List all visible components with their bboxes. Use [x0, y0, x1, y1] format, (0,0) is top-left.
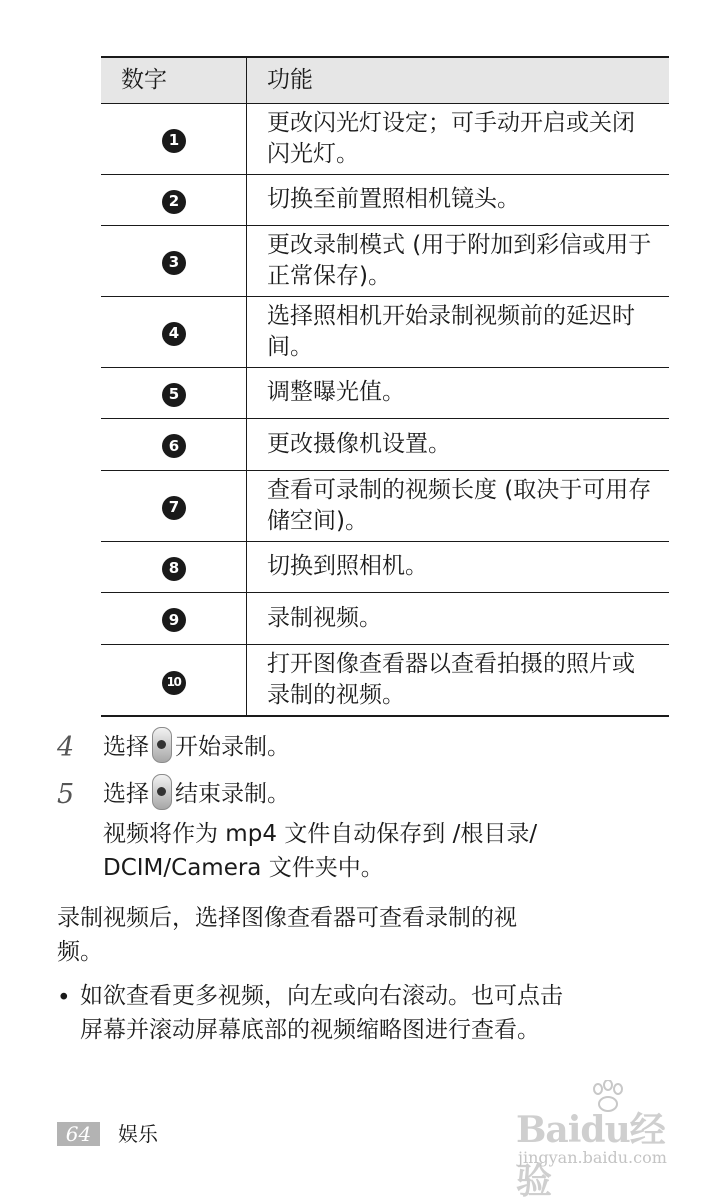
- table-header: [101, 57, 669, 103]
- bullet-line-1: 如欲查看更多视频，向左或向右滚动。也可点击: [80, 983, 563, 1009]
- table-row: [101, 103, 669, 174]
- paragraph-line-2: 频。: [57, 939, 103, 965]
- step-suffix: 结束录制。: [175, 781, 290, 807]
- row-text: 查看可录制的视频长度 (取决于可用存储空间)。: [267, 476, 652, 534]
- row-text: 更改摄像机设置。: [267, 430, 451, 457]
- watermark: [516, 1080, 686, 1202]
- table-row: [101, 470, 669, 541]
- number-badge-3: 3: [162, 251, 186, 275]
- bullet-line-2: 屏幕并滚动屏幕底部的视频缩略图进行查看。: [80, 1017, 540, 1043]
- table-row: [101, 174, 669, 225]
- step-prefix: 选择: [103, 734, 149, 760]
- step-number: 5: [57, 779, 75, 810]
- step-suffix: 开始录制。: [175, 734, 290, 760]
- step-prefix: 选择: [103, 781, 149, 807]
- watermark-url: jingyan.baidu.com: [518, 1148, 667, 1167]
- table-row: [101, 367, 669, 418]
- after-recording-text: [57, 901, 517, 969]
- row-text: 更改闪光灯设定；可手动开启或关闭闪光灯。: [267, 109, 635, 167]
- number-badge-6: 6: [162, 434, 186, 458]
- row-text: 切换至前置照相机镜头。: [267, 186, 520, 212]
- table-row: [101, 541, 669, 592]
- header-function: 功能: [267, 66, 313, 93]
- row-text: 调整曝光值。: [267, 379, 405, 405]
- number-badge-9: 9: [162, 608, 186, 632]
- header-num: 数字: [101, 57, 247, 103]
- record-button-icon: [152, 727, 172, 763]
- number-badge-5: 5: [162, 383, 186, 407]
- watermark-logo: Baidu经验: [516, 1109, 665, 1202]
- table-row: [101, 418, 669, 470]
- page-number: 64: [57, 1122, 100, 1146]
- note-line-2: DCIM/Camera 文件夹中。: [103, 855, 384, 881]
- number-badge-10: 10: [162, 671, 186, 695]
- row-text: 打开图像查看器以查看拍摄的照片或录制的视频。: [267, 650, 635, 708]
- step-number: 4: [57, 732, 75, 763]
- number-badge-2: 2: [162, 190, 186, 214]
- step-5-note: [103, 817, 537, 885]
- table-row: [101, 296, 669, 367]
- table-row: [101, 592, 669, 644]
- row-text: 录制视频。: [267, 604, 382, 631]
- bullet-text: [80, 979, 563, 1047]
- bullet-marker: •: [57, 985, 71, 1011]
- paragraph-line-1: 录制视频后，选择图像查看器可查看录制的视: [57, 905, 517, 931]
- table-row: [101, 225, 669, 296]
- section-label: 娱乐: [118, 1122, 158, 1146]
- table-row: [101, 644, 669, 716]
- function-table: [101, 56, 669, 717]
- number-badge-8: 8: [162, 557, 186, 581]
- note-line-1: 视频将作为 mp4 文件自动保存到 /根目录/: [103, 821, 538, 847]
- number-badge-4: 4: [162, 322, 186, 346]
- record-button-icon: [152, 774, 172, 810]
- row-text: 切换到照相机。: [267, 553, 428, 579]
- row-text: 更改录制模式 (用于附加到彩信或用于正常保存)。: [267, 231, 652, 289]
- row-text: 选择照相机开始录制视频前的延迟时间。: [267, 302, 635, 360]
- number-badge-1: 1: [162, 129, 186, 153]
- number-badge-7: 7: [162, 496, 186, 520]
